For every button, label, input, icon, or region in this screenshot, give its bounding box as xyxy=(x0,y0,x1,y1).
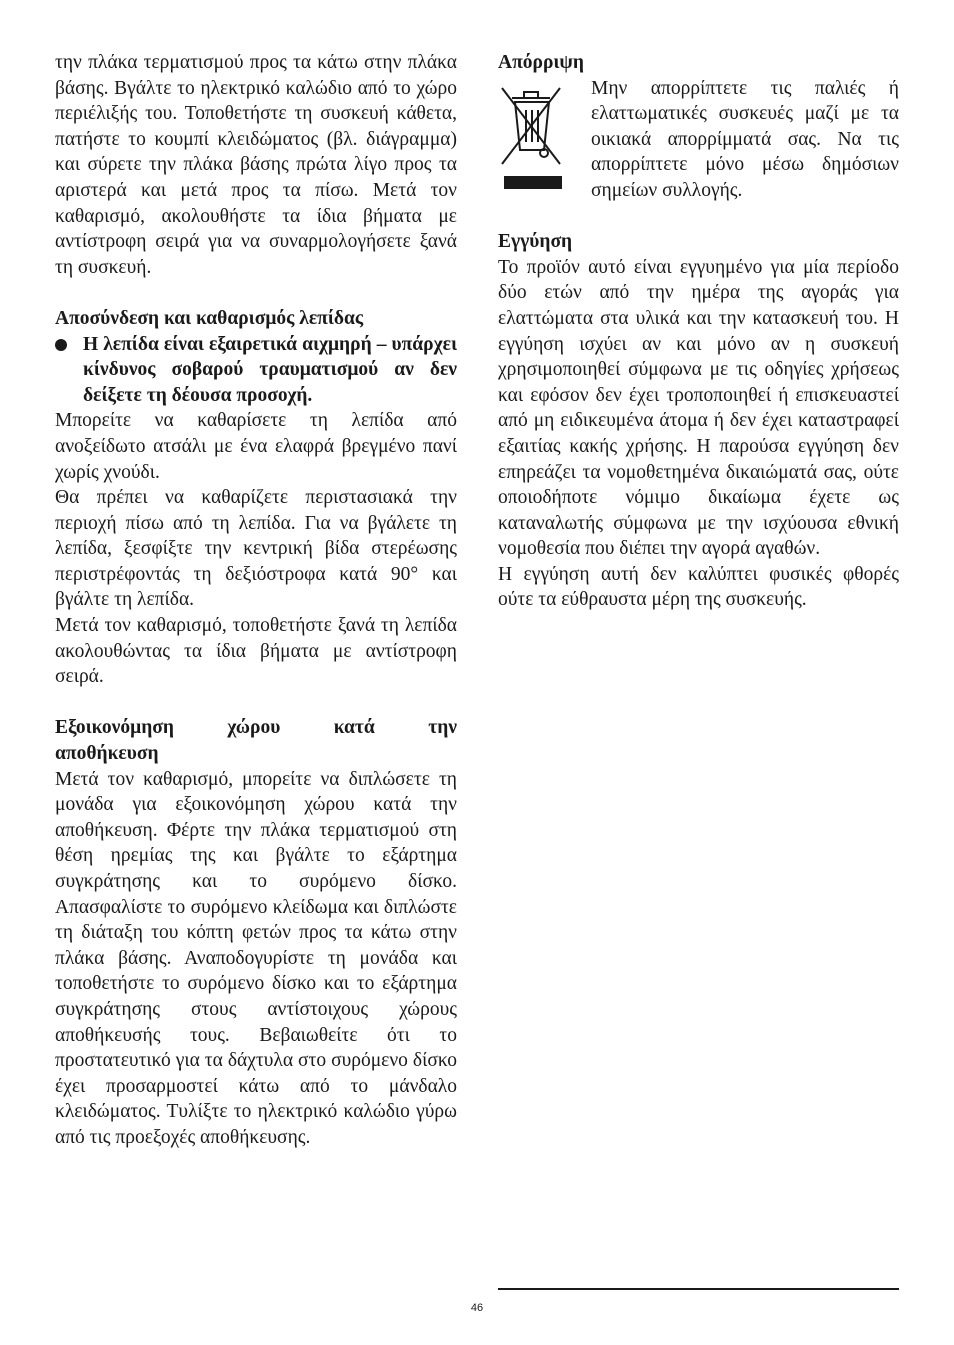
warranty-heading: Εγγύηση xyxy=(498,231,573,253)
blade-paragraph-3: Μετά τον καθαρισμό, τοποθετήστε ξανά τη λεπίδα ακολουθώντας τα ίδια βήματα με αντίστροφη σειρά. xyxy=(55,615,457,688)
bullet-icon xyxy=(55,339,67,351)
blade-warning xyxy=(55,332,457,409)
disposal-text: Μην απορρίπτετε τις παλιές ή ελαττωματικές συσκευές μαζί με τα οικιακά απορρίμματά σας. Να τις απορρίπτετε μόνο μέσω δημόσιων σημείων συλλογής. xyxy=(591,77,899,201)
warranty-paragraph-1: Το προϊόν αυτό είναι εγγυημένο για μία περίοδο δύο ετών από την ημέρα της αγοράς για ελαττώματα στα υλικά και την κατασκευή του. Η εγγύηση ισχύει αν και μόνο αν η συσκευή χρησιμοποιηθεί σύμφωνα με τις οδηγίες χρήσεως και εφόσον δεν έχει τροποποιηθεί ή επισκευαστεί από μη ειδικευμένα άτομα ή δεν έχει καταστραφεί εξαιτίας κακής χρήσης. Η παρούσα εγγύηση δεν επηρεάζει τα νομοθετημένα δικαιώματά σας, ούτε οποιοδήποτε νόμιμο δικαίωμα έχετε ως καταναλωτής σύμφωνα με την ισχύουσα εθνική νομοθεσία που διέπει την αγορά αγαθών. xyxy=(498,256,899,560)
right-column xyxy=(498,50,899,613)
blade-paragraph-1: Μπορείτε να καθαρίσετε τη λεπίδα από ανοξείδωτο ατσάλι με ένα ελαφρά βρεγμένο πανί χωρίς χνούδι. xyxy=(55,410,457,483)
blade-heading: Αποσύνδεση και καθαρισμός λεπίδας xyxy=(55,307,364,329)
disposal-heading: Απόρριψη xyxy=(498,52,584,73)
blade-warning-text: Η λεπίδα είναι εξαιρετικά αιχμηρή – υπάρχει κίνδυνος σοβαρού τραυματισμού αν δεν δείξετε τη δέουσα προσοχή. xyxy=(83,333,457,406)
intro-paragraph: την πλάκα τερματισμού προς τα κάτω στην πλάκα βάσης. Βγάλτε το ηλεκτρικό καλώδιο από το χώρο περιέλιξής του. Τοποθετήστε τη συσκευή κάθετα, πατήστε το κουμπί κλειδώματος (βλ. διάγραμμα) και σύρετε την πλάκα βάσης πρώτα λίγο προς τα αριστερά και μετά προς τα πίσω. Μετά τον καθαρισμό, ακολουθήστε τα ίδια βήματα με αντίστροφη σειρά για να συναρμολογήσετε ξανά τη συσκευή. xyxy=(55,52,457,278)
storage-heading-word: χώρου xyxy=(227,717,281,739)
page-number: 46 xyxy=(470,1302,484,1314)
storage-heading-word: την xyxy=(428,717,457,739)
storage-heading-line2: αποθήκευση xyxy=(55,743,159,765)
storage-heading-word: Εξοικονόμηση xyxy=(55,717,174,739)
left-column xyxy=(55,50,457,1151)
storage-heading-word: κατά xyxy=(333,717,375,739)
disposal-section xyxy=(498,76,899,204)
storage-heading xyxy=(55,715,457,741)
warranty-paragraph-2: Η εγγύηση αυτή δεν καλύπτει φυσικές φθορές ούτε τα εύθραυστα μέρη της συσκευής. xyxy=(498,563,899,611)
storage-paragraph: Μετά τον καθαρισμό, μπορείτε να διπλώσετε τη μονάδα για εξοικονόμηση χώρου κατά την αποθήκευση. Φέρτε την πλάκα τερματισμού στη θέση ηρεμίας της και βγάλτε το εξάρτημα συγκράτησης και το συρόμενο δίσκο. Απασφαλίστε το συρόμενο κλείδωμα και διπλώστε τη διάταξη του κόπτη φετών προς τα κάτω στην πλάκα βάσης. Αναποδογυρίστε τη μονάδα και τοποθετήστε το συρόμενο δίσκο και το εξάρτημα συγκράτησης στους αντίστοιχους χώρους αποθήκευσής τους. Βεβαιωθείτε ότι το προστατευτικό για τα δάχτυλα στο συρόμενο δίσκο έχει προσαρμοστεί κάτω από το μάνδαλο κλειδώματος. Τυλίξτε το ηλεκτρικό καλώδιο γύρω από τις προεξοχές αποθήκευσης. xyxy=(55,768,457,1148)
footer-rule xyxy=(498,1288,899,1290)
crossed-out-wheelie-bin-icon xyxy=(498,84,564,192)
blade-paragraph-2: Θα πρέπει να καθαρίζετε περιστασιακά την περιοχή πίσω από τη λεπίδα. Για να βγάλετε τη λεπίδα, ξεσφίξτε την κεντρική βίδα στερέωσης περιστρέφοντάς τη δεξιόστροφα κατά 90° και βγάλτε τη λεπίδα. xyxy=(55,487,457,611)
